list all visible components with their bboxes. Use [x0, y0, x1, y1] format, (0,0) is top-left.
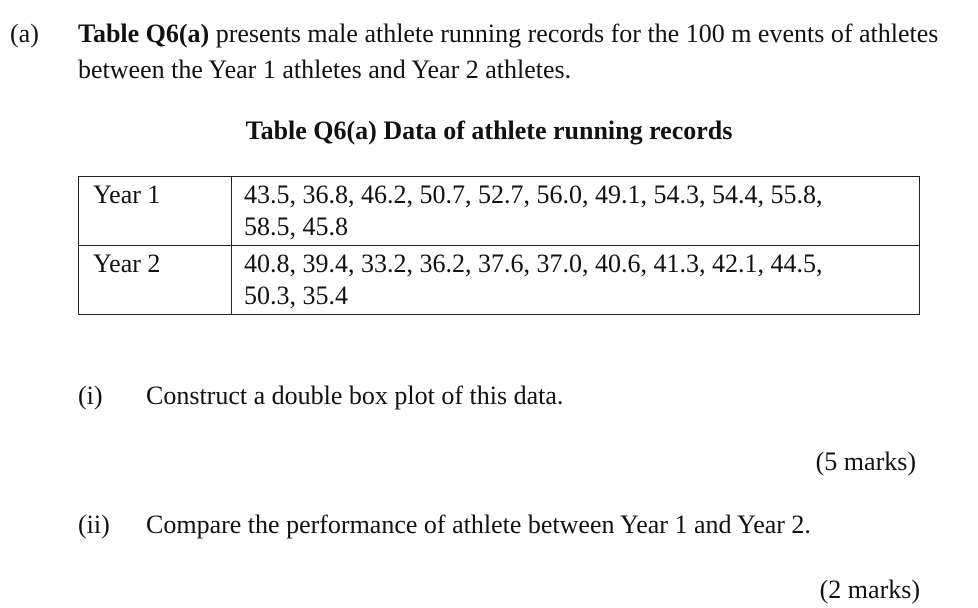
subquestion-text: Compare the performance of athlete between Year 1 and Year 2. [146, 510, 811, 539]
values-line: 50.3, 35.4 [244, 281, 348, 310]
values-line: 40.8, 39.4, 33.2, 36.2, 37.6, 37.0, 40.6, 41.3, 42.1, 44.5, [244, 249, 823, 278]
question-intro [78, 16, 958, 88]
table-row-year-2 [79, 246, 920, 315]
table-reference: Table Q6(a) [78, 19, 210, 48]
subquestion-number: (ii) [78, 510, 110, 539]
intro-text: presents male athlete running records for the 100 m events of athletes between the Year 1 athletes and Year 2 athletes. [78, 19, 939, 84]
row-label: Year 2 [79, 246, 232, 315]
table-caption: Table Q6(a) Data of athlete running records [245, 116, 733, 145]
subquestion-number: (i) [78, 381, 103, 410]
data-table [78, 176, 920, 315]
row-label: Year 1 [79, 177, 232, 246]
values-line: 58.5, 45.8 [244, 212, 348, 241]
subquestion-text: Construct a double box plot of this data. [146, 381, 564, 410]
part-label: (a) [10, 19, 39, 48]
row-values [232, 246, 920, 315]
values-line: 43.5, 36.8, 46.2, 50.7, 52.7, 56.0, 49.1, 54.3, 54.4, 55.8, [244, 180, 823, 209]
row-values [232, 177, 920, 246]
marks-label: (5 marks) [815, 447, 916, 476]
table-row-year-1 [79, 177, 920, 246]
marks-label: (2 marks) [819, 575, 920, 604]
